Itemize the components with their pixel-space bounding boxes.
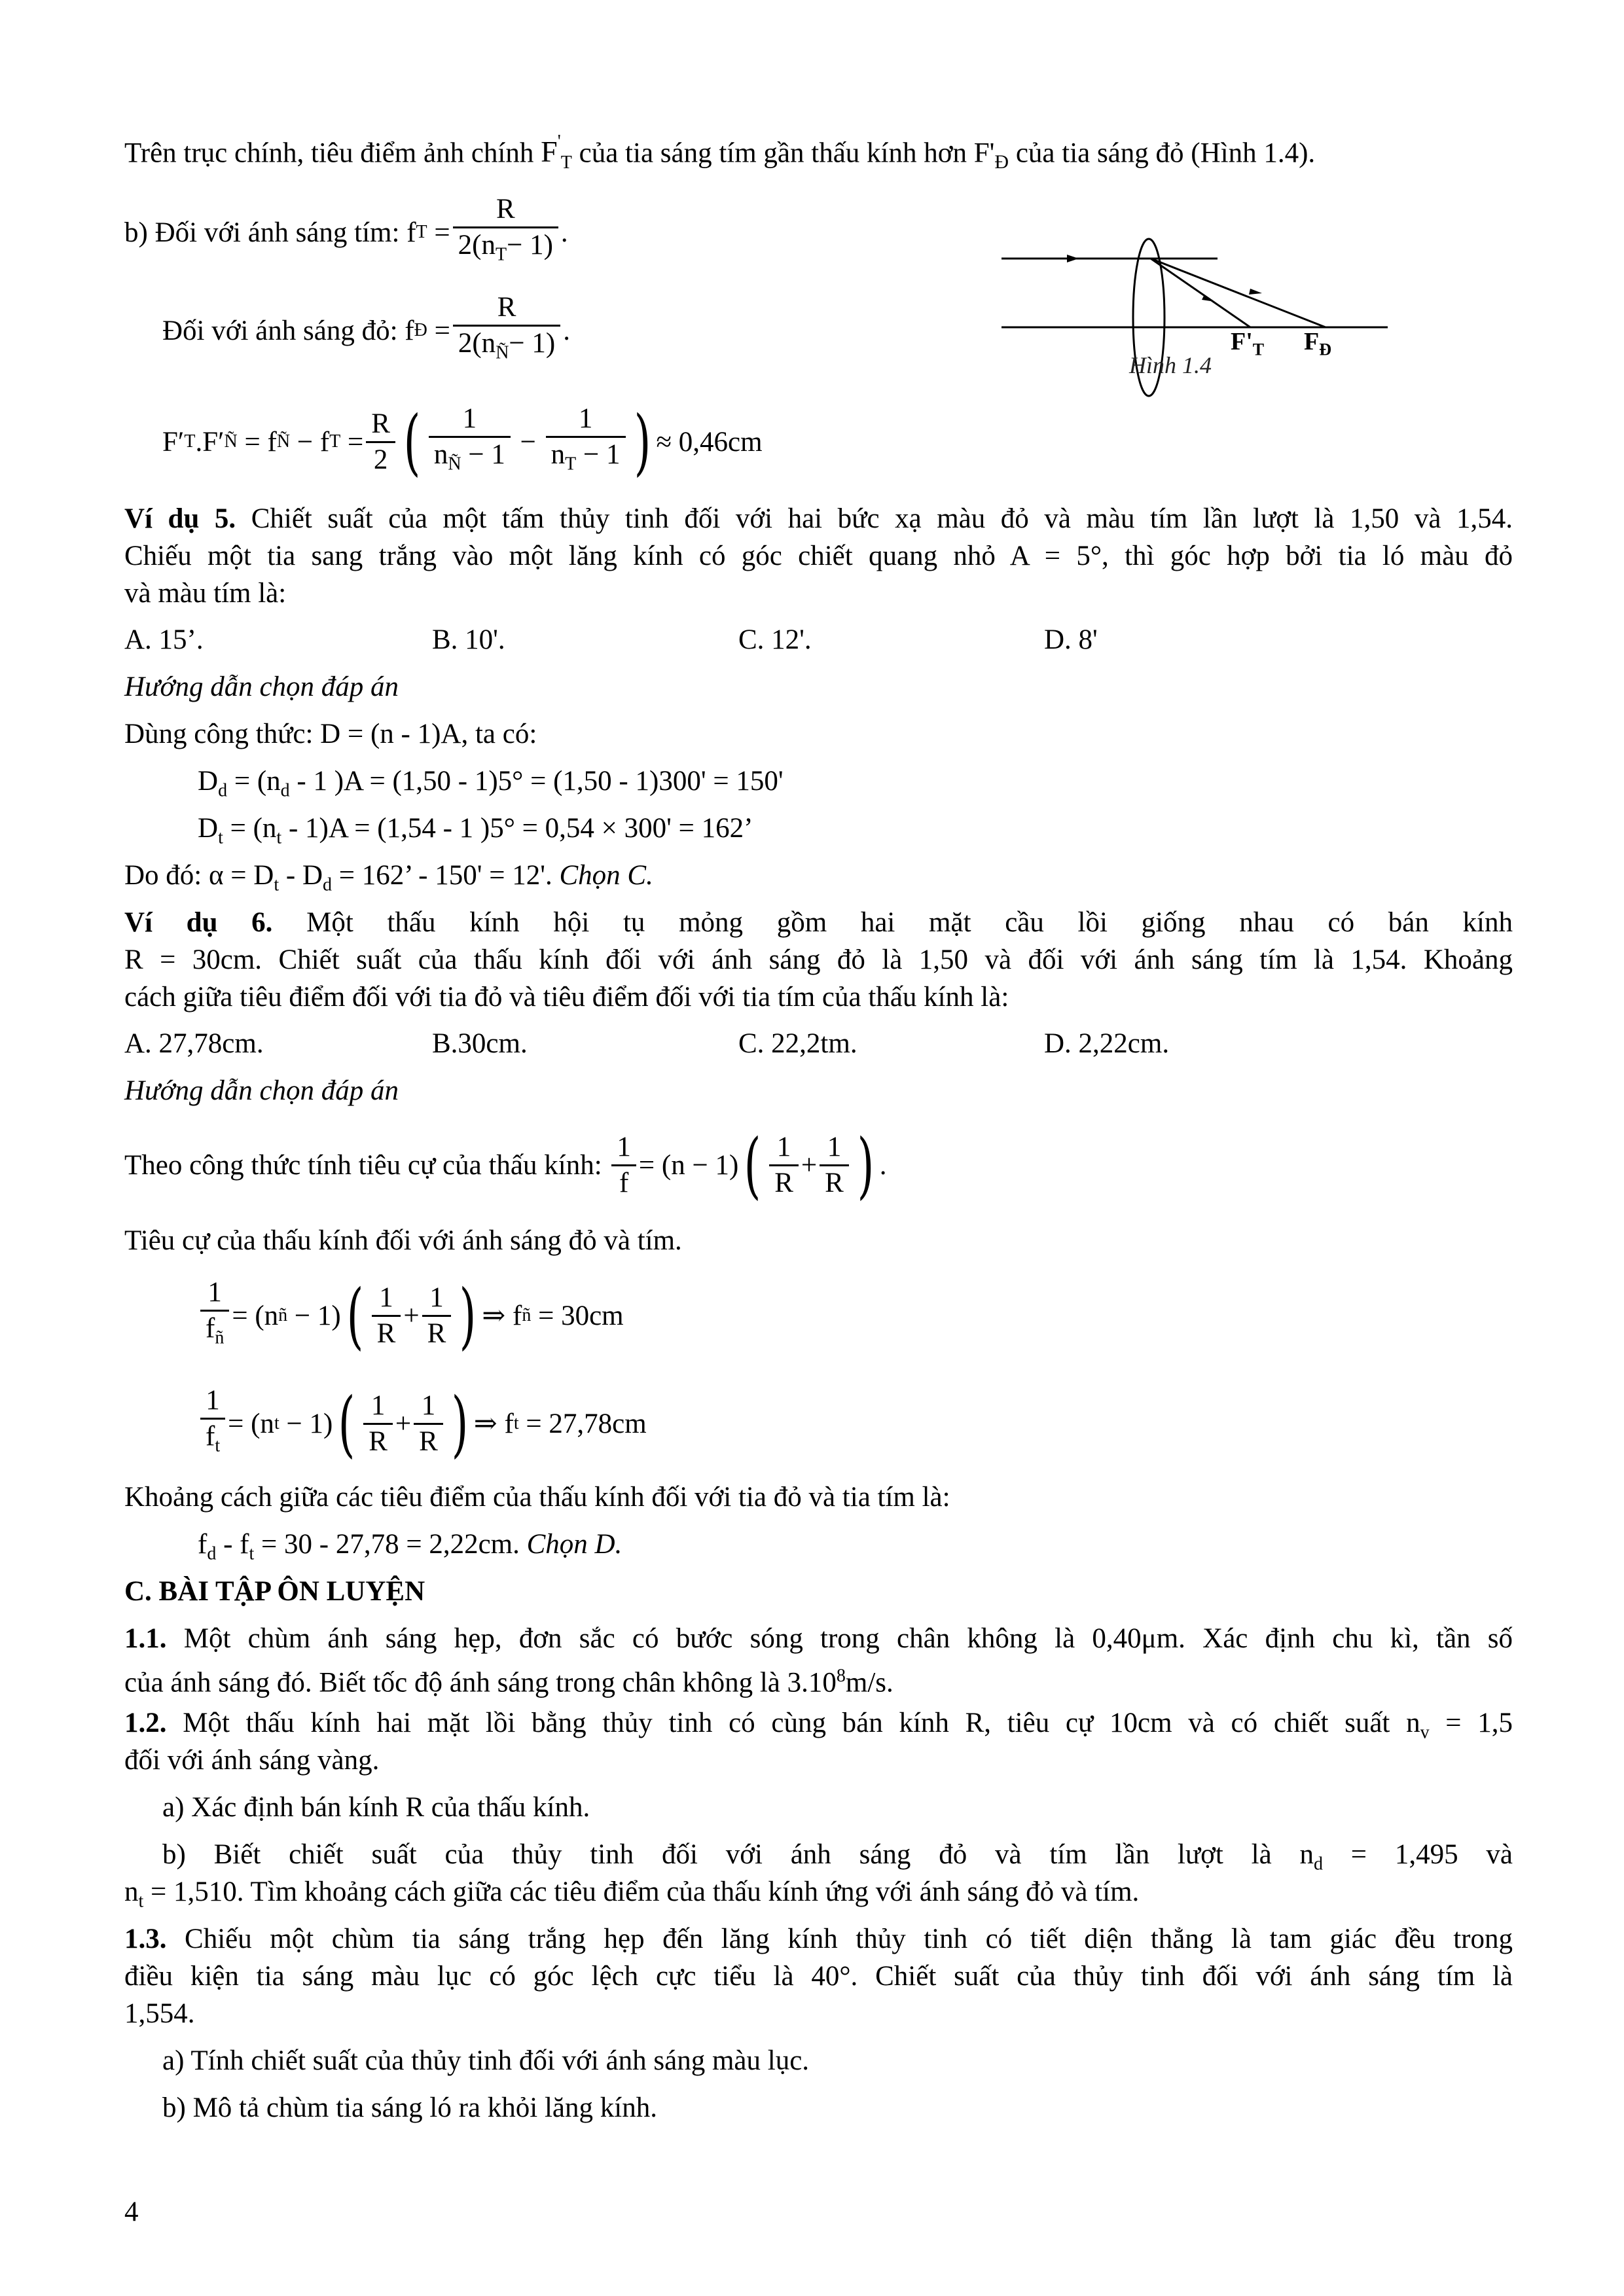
p11-line2: của ánh sáng đó. Biết tốc độ ánh sáng trong chân không là 3.10$^8$m/s. bbox=[124, 1666, 893, 1698]
ex5-option-b: B. 10'. bbox=[432, 624, 505, 655]
ex6-line3: cách giữa tiêu điểm đối với tia đỏ và tiêu điểm đối với tia tím của thấu kính là: bbox=[124, 982, 1009, 1013]
ex6-option-c: C. 22,2tm. bbox=[738, 1028, 857, 1059]
p13-b: b) Mô tả chùm tia sáng ló ra khỏi lăng kính. bbox=[162, 2092, 657, 2123]
ex6-option-a: A. 27,78cm. bbox=[124, 1028, 264, 1059]
ex5-line3: và màu tím là: bbox=[124, 578, 287, 609]
ex6-final: $f_d - f_t = 30 - 27,78 = 2,22cm$. Chọn D. bbox=[198, 1529, 623, 1564]
red-ray bbox=[1151, 259, 1326, 327]
p11-line1: 1.1. Một chùm ánh sáng hẹp, đơn sắc có bước sóng trong chân không là 0,40μm. Xác định chu kì, tần số bbox=[124, 1623, 1513, 1654]
p13-a: a) Tính chiết suất của thủy tinh đối với ánh sáng màu lục. bbox=[162, 2045, 810, 2076]
p13-line3: 1,554. bbox=[124, 1998, 195, 2029]
violet-ray bbox=[1151, 259, 1250, 327]
ex6-guide: Hướng dẫn chọn đáp án bbox=[124, 1075, 399, 1106]
red-fraction: $\frac{R}{2(n_Ñ- 1)}$ bbox=[453, 291, 560, 370]
ex6-option-b: B.30cm. bbox=[432, 1028, 528, 1059]
section-c-title: C. BÀI TẬP ÔN LUYỆN bbox=[124, 1576, 425, 1607]
ex5-formula: Dùng công thức: D = (n - 1)A, ta có: bbox=[124, 719, 537, 749]
ex5-line2: Chiếu một tia sang trắng vào một lăng kính có góc chiết quang nhỏ A = 5°, thì góc hợp bởi tia ló màu đỏ bbox=[124, 541, 1513, 571]
p12-line1: 1.2. Một thấu kính hai mặt lồi bằng thủy tinh có cùng bán kính R, tiêu cự 10cm và có chiết suất $n_v = 1,5$ bbox=[124, 1708, 1513, 1743]
ex5-line1: Ví dụ 5. Chiết suất của một tấm thủy tinh đối với hai bức xạ màu đỏ và màu tím lần lượt là 1,50 và 1,54. bbox=[124, 503, 1513, 534]
ex5-option-d: D. 8' bbox=[1044, 624, 1098, 655]
ex5-option-c: C. 12'. bbox=[738, 624, 812, 655]
p12-b-line1: b) Biết chiết suất của thủy tinh đối với ánh sáng đỏ và tím lần lượt là $n_d = 1,495$ và bbox=[162, 1839, 1513, 1874]
p13-line1: 1.3. Chiếu một chùm tia sáng trắng hẹp đến lăng kính thủy tinh có tiết diện thẳng là tam giác đều trong bbox=[124, 1924, 1513, 1954]
intro-text-c: của tia sáng đỏ (Hình 1.4). bbox=[1015, 137, 1316, 169]
lens-formula: Theo công thức tính tiêu cự của thấu kính: $\frac{1}{f}$ = (n − 1) ( $\frac{1}{R}$ + $\frac{1}{R}$ ) . bbox=[124, 1123, 887, 1207]
figure-caption: Hình 1.4 bbox=[1129, 352, 1212, 378]
ex6-dist-text: Khoảng cách giữa các tiêu điểm của thấu kính đối với tia đỏ và tia tím là: bbox=[124, 1482, 950, 1513]
p12-line2: đối với ánh sáng vàng. bbox=[124, 1745, 380, 1776]
violet-focal-calc: $\frac{1}{f_t}$ = (n t − 1) ( $\frac{1}{R}$ + $\frac{1}{R}$ ) ⇒ f t = 27,78cm bbox=[198, 1374, 647, 1473]
red-focal-eq: Đối với ánh sáng đỏ: f Đ = $\frac{R}{2(n_Ñ- 1)}$ . bbox=[162, 285, 570, 376]
ex6-line1: Ví dụ 6. Một thấu kính hội tụ mỏng gồm hai mặt cầu lồi giống nhau có bán kính bbox=[124, 907, 1513, 938]
ex6-option-d: D. 2,22cm. bbox=[1044, 1028, 1170, 1059]
ex5-dd: $D_d = (n_d - 1$ )A = (1,50 - 1)5° = (1,50 - 1)300' = 150' bbox=[198, 766, 784, 801]
focal-distance-eq: F′ T .F′ Ñ = f Ñ − f T = $\frac{R}{2}$ ( $\frac{1}{n_Ñ - 1}$ − $\frac{1}{n_T - 1}$ ) ≈ 0,46cm bbox=[162, 400, 763, 484]
p12-a: a) Xác định bán kính R của thấu kính. bbox=[162, 1792, 590, 1823]
ex5-dt: $D_t = (n_t - 1)A = (1,54 - 1$ )5° = 0,54 × 300' = 162’ bbox=[198, 813, 753, 848]
intro-text-b: của tia sáng tím gần thấu kính hơn F' bbox=[579, 137, 995, 169]
arrow-icon bbox=[1249, 289, 1262, 295]
ex5-guide: Hướng dẫn chọn đáp án bbox=[124, 672, 399, 702]
p13-line2: điều kiện tia sáng màu lục có góc lệch cực tiểu là 40°. Chiết suất của thủy tinh đối với ánh sáng tím là bbox=[124, 1961, 1513, 1992]
page-number: 4 bbox=[124, 2197, 139, 2227]
p12-b-line2: $n_t = 1,510$. Tìm khoảng cách giữa các tiêu điểm của thấu kính ứng với ánh sáng đỏ và tím. bbox=[124, 1876, 1140, 1912]
ex6-focal-text: Tiêu cự của thấu kính đối với ánh sáng đỏ và tím. bbox=[124, 1225, 682, 1256]
intro-line: Trên trục chính, tiêu điểm ảnh chính $F'_T$ của tia sáng tím gần thấu kính hơn $F'_Đ$ của tia sáng đỏ (Hình 1.4). bbox=[124, 132, 1316, 173]
label-ft: $F'_T$ bbox=[1231, 328, 1265, 359]
ft-symbol: $F'_T$ bbox=[541, 132, 572, 173]
arrow-icon bbox=[1067, 255, 1079, 262]
intro-text-a: Trên trục chính, tiêu điểm ảnh chính bbox=[124, 137, 534, 169]
ex5-option-a: A. 15’. bbox=[124, 624, 204, 655]
violet-focal-eq: b) Đối với ánh sáng tím: f T = $\frac{R}{2(n_T- 1)}$ . bbox=[124, 187, 568, 278]
violet-fraction: $\frac{R}{2(n_T- 1)}$ bbox=[453, 192, 558, 272]
label-fd: $F_Đ$ bbox=[1304, 328, 1331, 359]
ex6-line2: R = 30cm. Chiết suất của thấu kính đối với ánh sáng đỏ là 1,50 và đối với ánh sáng tím là 1,54. Khoảng bbox=[124, 944, 1513, 975]
red-focal-calc: $\frac{1}{f_ñ}$ = (n ñ − 1) ( $\frac{1}{R}$ + $\frac{1}{R}$ ) ⇒ f ñ = 30cm bbox=[198, 1266, 624, 1365]
ex5-conclusion: Do đó: $\alpha = D_t - D_d = 162$’ - 150' = 12'. Chọn C. bbox=[124, 860, 653, 895]
